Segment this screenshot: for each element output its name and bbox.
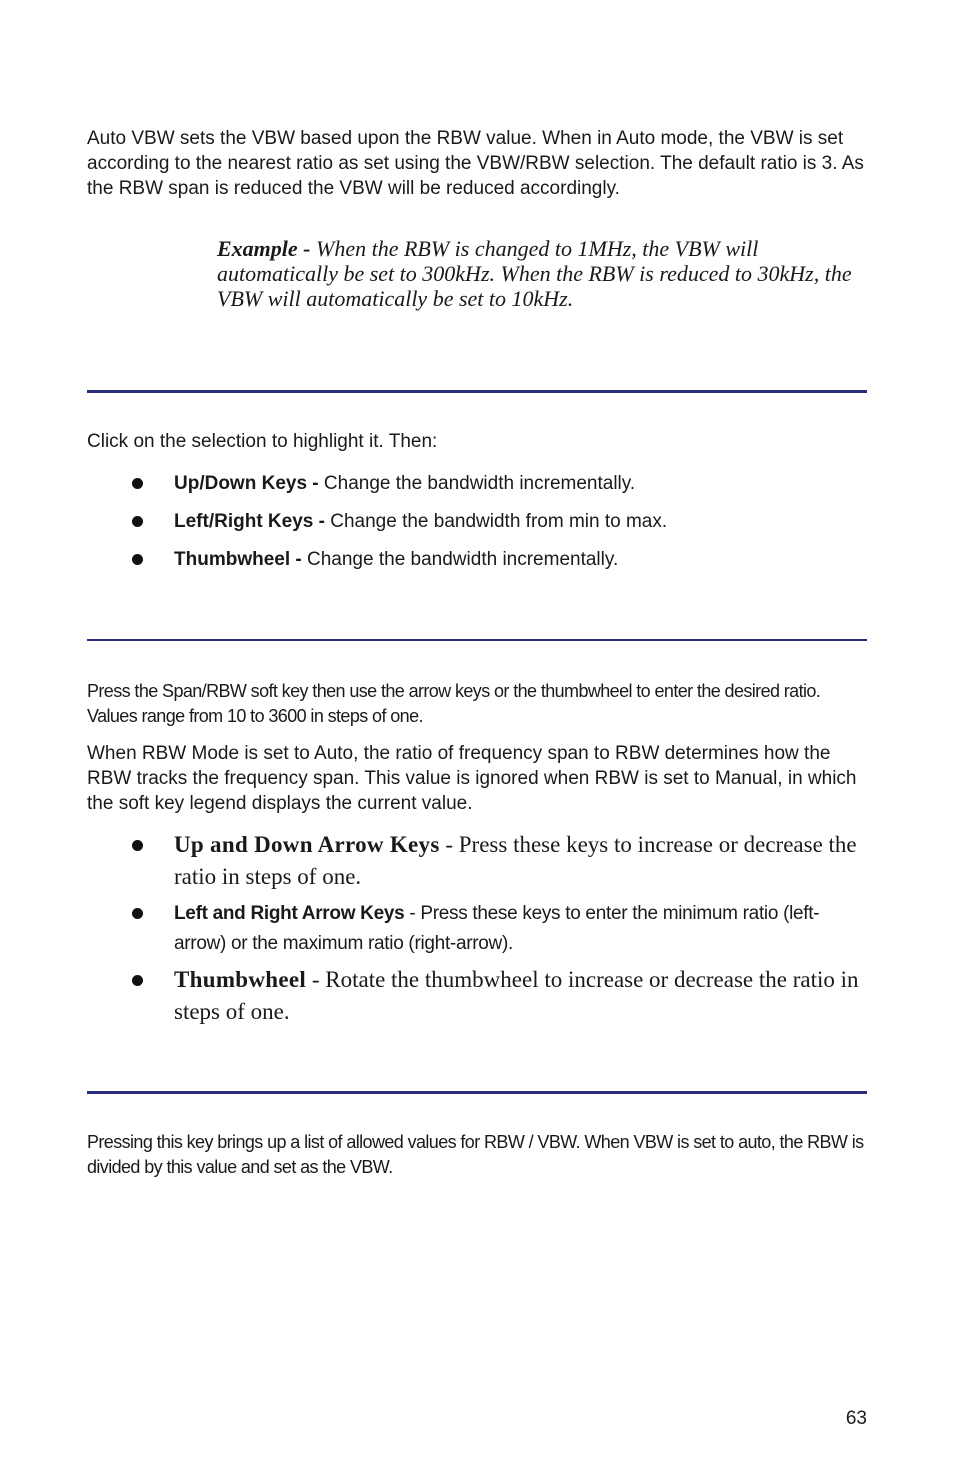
list-item	[130, 829, 870, 893]
bullet-icon	[132, 908, 143, 919]
bandwidth-key-list	[130, 471, 870, 572]
list-item-term: Up/Down Keys -	[174, 473, 319, 494]
example-text: When the RBW is changed to 1MHz, the VBW will automatically be set to 300kHz. When the RBW is reduced to 30kHz, the VBW will automatically be set to 10kHz.	[217, 236, 852, 311]
bullet-icon	[132, 840, 143, 851]
list-item	[130, 471, 870, 496]
list-item-text: - Rotate the thumbwheel to increase or decrease the ratio in steps of one.	[174, 967, 859, 1024]
ratio-key-list	[130, 829, 870, 1028]
bullet-icon	[132, 516, 143, 527]
bullet-icon	[132, 975, 143, 986]
list-item-text: - Press these keys to enter the minimum ratio (left-arrow) or the maximum ratio (right-arrow).	[174, 903, 820, 954]
example-label: Example -	[217, 236, 311, 261]
list-item	[130, 547, 870, 572]
bullet-icon	[132, 478, 143, 489]
list-item-term: Thumbwheel -	[174, 549, 302, 570]
list-item-text: Change the bandwidth incrementally.	[301, 549, 619, 570]
section-divider	[87, 390, 867, 393]
rbw-vbw-list-description: Pressing this key brings up a list of allowed values for RBW / VBW. When VBW is set to auto, the RBW is divided by this value and set as the VBW.	[87, 1132, 864, 1177]
selection-instructions: Click on the selection to highlight it. Then:	[87, 431, 438, 452]
list-item-text: Change the bandwidth from min to max.	[324, 511, 668, 532]
span-rbw-description: Press the Span/RBW soft key then use the arrow keys or the thumbwheel to enter the desired ratio. Values range from 10 to 3600 in steps of one.	[87, 681, 821, 726]
list-item	[130, 899, 870, 959]
list-item	[130, 509, 870, 534]
bullet-icon	[132, 554, 143, 565]
list-item-term: Left/Right Keys -	[174, 511, 325, 532]
list-item-term: Thumbwheel	[174, 967, 307, 992]
section-divider	[87, 1091, 867, 1094]
list-item-text: - Press these keys to increase or decrease the ratio in steps of one.	[174, 832, 857, 889]
list-item-text: Change the bandwidth incrementally.	[318, 473, 636, 494]
page-number: 63	[845, 1408, 867, 1429]
list-item-term: Left and Right Arrow Keys	[174, 903, 405, 924]
auto-vbw-description: Auto VBW sets the VBW based upon the RBW value. When in Auto mode, the VBW is set according to the nearest ratio as set using the VBW/RBW selection. The default ratio is 3. As the RBW span is reduced the VBW will be reduced accordingly.	[87, 128, 864, 199]
list-item-term: Up and Down Arrow Keys	[174, 832, 440, 857]
rbw-mode-description: When RBW Mode is set to Auto, the ratio of frequency span to RBW determines how the RBW tracks the frequency span. This value is ignored when RBW is set to Manual, in which the soft key legend displays the current value.	[87, 743, 857, 814]
example-note	[217, 236, 862, 311]
list-item	[130, 964, 870, 1028]
section-divider	[87, 639, 867, 641]
